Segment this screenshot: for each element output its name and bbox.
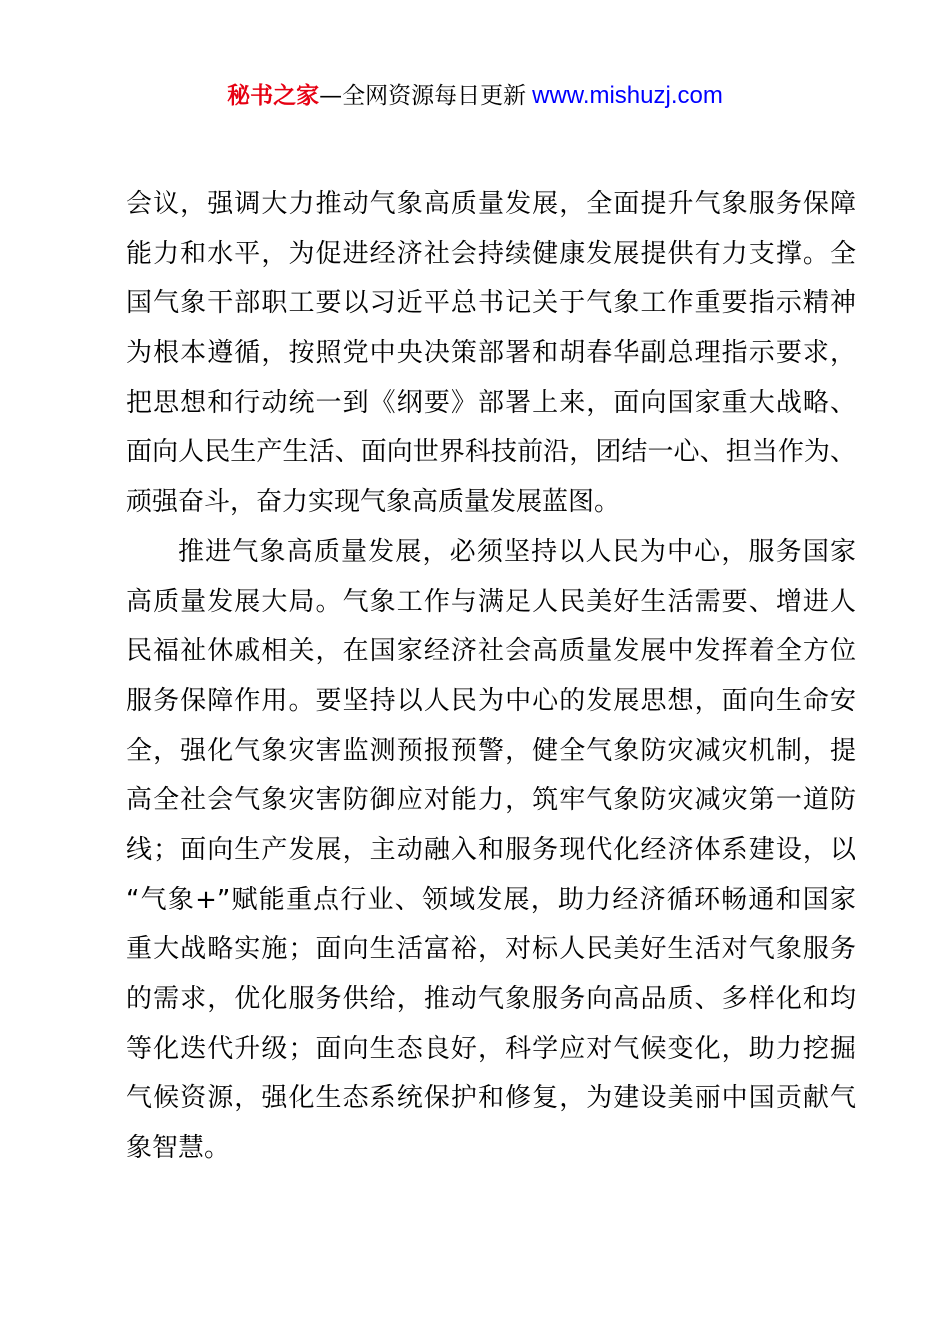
paragraph-line: 象智慧。 (126, 1133, 231, 1164)
site-url-link[interactable]: www.mishuzj.com (532, 82, 723, 109)
paragraph-line: 气候资源，强化生态系统保护和修复，为建设美丽中国贡献气 (126, 1083, 856, 1114)
paragraph-line: 把思想和行动统一到《纲要》部署上来，面向国家重大战略、 (126, 387, 856, 418)
paragraph-line: 会议，强调大力推动气象高质量发展，全面提升气象服务保障 (126, 189, 856, 219)
paragraph-line: 顽强奋斗，奋力实现气象高质量发展蓝图。 (126, 487, 621, 518)
paragraph-line: 等化迭代升级；面向生态良好，科学应对气候变化，助力挖掘 (126, 1033, 856, 1064)
page-header (0, 80, 950, 112)
paragraph-line: 面向人民生产生活、面向世界科技前沿，团结一心、担当作为、 (126, 437, 856, 468)
paragraph-2 (126, 528, 856, 1174)
paragraph-line: 为根本遵循，按照党中央决策部署和胡春华副总理指示要求， (126, 338, 856, 369)
paragraph-line: 的需求，优化服务供给，推动气象服务向高品质、多样化和均 (126, 984, 856, 1014)
paragraph-line: 推进气象高质量发展，必须坚持以人民为中心，服务国家 (178, 536, 856, 567)
paragraph-line: 服务保障作用。要坚持以人民为中心的发展思想，面向生命安 (126, 685, 856, 716)
paragraph-line: 民福祉休戚相关，在国家经济社会高质量发展中发挥着全方位 (126, 636, 856, 667)
paragraph-line: “气象+”赋能重点行业、领域发展，助力经济循环畅通和国家 (126, 884, 856, 915)
paragraph-line: 线；面向生产发展，主动融入和服务现代化经济体系建设，以 (126, 834, 856, 865)
brand-name: 秘书之家 (227, 83, 320, 109)
paragraph-line: 全，强化气象灾害监测预报预警，健全气象防灾减灾机制，提 (126, 735, 856, 766)
paragraph-line: 国气象干部职工要以习近平总书记关于气象工作重要指示精神 (126, 288, 856, 319)
paragraph-line: 能力和水平，为促进经济社会持续健康发展提供有力支撑。全 (126, 238, 856, 269)
paragraph-line: 高全社会气象灾害防御应对能力，筑牢气象防灾减灾第一道防 (126, 785, 856, 816)
header-tagline: —全网资源每日更新 (319, 83, 527, 109)
paragraph-line: 高质量发展大局。气象工作与满足人民美好生活需要、增进人 (126, 586, 856, 617)
document-body (126, 180, 856, 1174)
paragraph-line: 重大战略实施；面向生活富裕，对标人民美好生活对气象服务 (126, 934, 856, 965)
paragraph-1 (126, 180, 856, 528)
